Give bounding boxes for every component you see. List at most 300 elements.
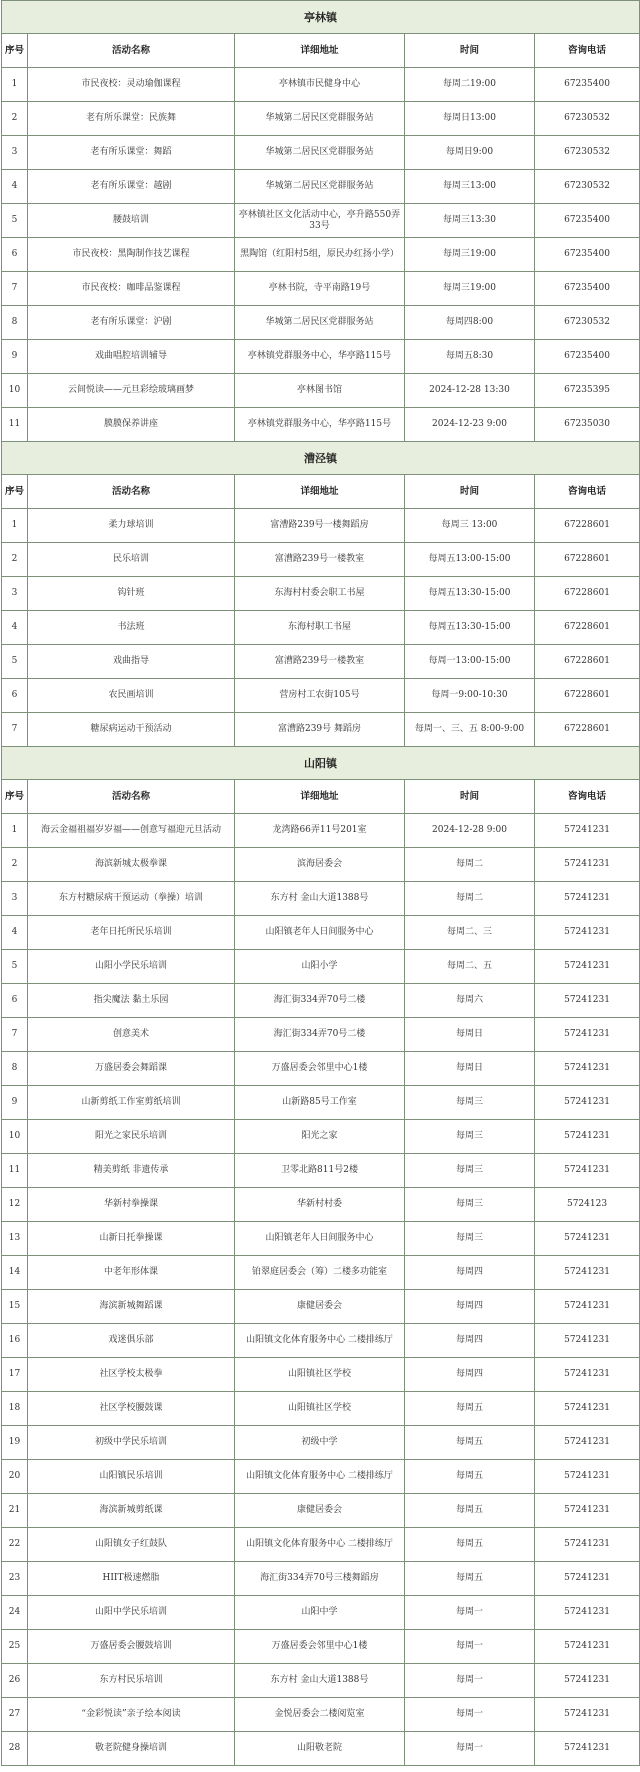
cell-no: 6 [2,238,28,272]
cell-no: 4 [2,916,28,950]
cell-time: 每周三19:00 [405,238,535,272]
cell-address: 卫零北路811号2楼 [235,1154,405,1188]
cell-activity-name: 膜膜保养讲座 [28,408,235,442]
cell-no: 5 [2,950,28,984]
cell-activity-name: 社区学校太极拳 [28,1358,235,1392]
header-phone: 咨询电话 [535,34,640,68]
cell-time: 每周五13:00-15:00 [405,543,535,577]
cell-address: 山阳镇文化体育服务中心 二楼排练厅 [235,1528,405,1562]
cell-activity-name: 戏曲指导 [28,645,235,679]
cell-activity-name: 华新村拳操课 [28,1188,235,1222]
cell-time: 每周三 [405,1120,535,1154]
section-title: 漕泾镇 [2,442,640,475]
cell-address: 华城第二居民区党群服务站 [235,170,405,204]
table-row [2,1460,640,1494]
cell-time: 2024-12-28 13:30 [405,374,535,408]
cell-activity-name: 腰鼓培训 [28,204,235,238]
cell-no: 15 [2,1290,28,1324]
cell-time: 每周五 [405,1494,535,1528]
cell-activity-name: 海滨新城剪纸课 [28,1494,235,1528]
cell-activity-name: 钩针班 [28,577,235,611]
cell-address: 营房村工农街105号 [235,679,405,713]
cell-activity-name: 云间悦读——元旦彩绘玻璃画梦 [28,374,235,408]
cell-no: 4 [2,611,28,645]
cell-phone: 57241231 [535,814,640,848]
cell-no: 11 [2,408,28,442]
cell-phone: 67235395 [535,374,640,408]
cell-address: 山阳镇社区学校 [235,1358,405,1392]
cell-activity-name: 东方村民乐培训 [28,1664,235,1698]
cell-no: 10 [2,1120,28,1154]
cell-address: 山新路85号工作室 [235,1086,405,1120]
cell-address: 亭林镇社区文化活动中心，亭升路550弄33号 [235,204,405,238]
cell-no: 27 [2,1698,28,1732]
cell-no: 25 [2,1630,28,1664]
cell-address: 亭林镇党群服务中心，华亭路115号 [235,408,405,442]
cell-activity-name: 海滨新城舞蹈课 [28,1290,235,1324]
cell-phone: 57241231 [535,1562,640,1596]
cell-no: 4 [2,170,28,204]
header-activity-name: 活动名称 [28,475,235,509]
table-row [2,374,640,408]
cell-phone: 67228601 [535,611,640,645]
cell-time: 每周五 [405,1562,535,1596]
table-row [2,1188,640,1222]
cell-no: 3 [2,882,28,916]
cell-no: 9 [2,1086,28,1120]
table-row [2,645,640,679]
cell-phone: 57241231 [535,1154,640,1188]
section-title-row [2,442,640,475]
cell-address: 东方村 金山大道1388号 [235,882,405,916]
cell-address: 东海村职工书屋 [235,611,405,645]
cell-no: 6 [2,679,28,713]
cell-address: 康健居委会 [235,1494,405,1528]
cell-phone: 67228601 [535,509,640,543]
cell-time: 每周一、三、五 8:00-9:00 [405,713,535,747]
cell-address: 富漕路239号 舞蹈房 [235,713,405,747]
header-address: 详细地址 [235,780,405,814]
header-address: 详细地址 [235,34,405,68]
header-no: 序号 [2,34,28,68]
table-row [2,1528,640,1562]
cell-address: 富漕路239号一楼舞蹈房 [235,509,405,543]
header-time: 时间 [405,475,535,509]
cell-no: 19 [2,1426,28,1460]
cell-time: 每周三 [405,1188,535,1222]
table-row [2,68,640,102]
table-row [2,102,640,136]
cell-time: 每周四 [405,1324,535,1358]
cell-no: 17 [2,1358,28,1392]
header-row [2,475,640,509]
cell-activity-name: HIIT极速燃脂 [28,1562,235,1596]
cell-no: 13 [2,1222,28,1256]
cell-address: 金悦居委会二楼阅览室 [235,1698,405,1732]
cell-no: 28 [2,1732,28,1766]
cell-address: 海汇街334弄70号二楼 [235,984,405,1018]
table-row [2,340,640,374]
cell-activity-name: 老有所乐课堂：民族舞 [28,102,235,136]
header-phone: 咨询电话 [535,475,640,509]
table-row [2,950,640,984]
table-row [2,543,640,577]
cell-phone: 57241231 [535,1732,640,1766]
cell-address: 山阳中学 [235,1596,405,1630]
header-time: 时间 [405,34,535,68]
cell-no: 1 [2,814,28,848]
table-row [2,814,640,848]
cell-phone: 57241231 [535,1052,640,1086]
cell-time: 每周四8:00 [405,306,535,340]
cell-no: 24 [2,1596,28,1630]
cell-no: 6 [2,984,28,1018]
cell-time: 2024-12-28 9:00 [405,814,535,848]
cell-phone: 67230532 [535,136,640,170]
cell-time: 每周五 [405,1426,535,1460]
cell-activity-name: 指尖魔法 黏土乐园 [28,984,235,1018]
cell-no: 7 [2,713,28,747]
table-row [2,1732,640,1766]
cell-activity-name: 山阳镇女子红鼓队 [28,1528,235,1562]
cell-phone: 57241231 [535,882,640,916]
cell-activity-name: 柔力球培训 [28,509,235,543]
cell-phone: 57241231 [535,1426,640,1460]
cell-phone: 67235400 [535,238,640,272]
cell-no: 22 [2,1528,28,1562]
cell-activity-name: 创意美术 [28,1018,235,1052]
cell-time: 每周三 13:00 [405,509,535,543]
cell-address: 康健居委会 [235,1290,405,1324]
cell-phone: 67228601 [535,645,640,679]
cell-time: 每周一13:00-15:00 [405,645,535,679]
activity-schedule [1,0,639,1766]
cell-time: 每周日13:00 [405,102,535,136]
cell-phone: 67230532 [535,102,640,136]
cell-time: 每周三 [405,1086,535,1120]
cell-time: 2024-12-23 9:00 [405,408,535,442]
table-row [2,1562,640,1596]
cell-no: 16 [2,1324,28,1358]
header-row [2,34,640,68]
cell-phone: 57241231 [535,1324,640,1358]
cell-phone: 57241231 [535,950,640,984]
cell-address: 海汇街334弄70号三楼舞蹈房 [235,1562,405,1596]
cell-no: 9 [2,340,28,374]
cell-time: 每周一 [405,1698,535,1732]
cell-time: 每周三13:00 [405,170,535,204]
cell-no: 1 [2,509,28,543]
cell-activity-name: 山新日托拳操课 [28,1222,235,1256]
cell-phone: 57241231 [535,984,640,1018]
header-address: 详细地址 [235,475,405,509]
table-row [2,509,640,543]
cell-phone: 57241231 [535,1494,640,1528]
table-row [2,1698,640,1732]
cell-time: 每周二、五 [405,950,535,984]
cell-address: 滨海居委会 [235,848,405,882]
cell-phone: 67235400 [535,68,640,102]
cell-activity-name: 戏迷俱乐部 [28,1324,235,1358]
table-row [2,1358,640,1392]
table-row [2,1120,640,1154]
cell-address: 龙湾路66弄11号201室 [235,814,405,848]
cell-time: 每周一 [405,1664,535,1698]
cell-phone: 5724123 [535,1188,640,1222]
cell-phone: 57241231 [535,1392,640,1426]
table-row [2,1154,640,1188]
cell-time: 每周五 [405,1460,535,1494]
cell-phone: 57241231 [535,1528,640,1562]
table-row [2,1256,640,1290]
table-row [2,679,640,713]
cell-time: 每周二 [405,848,535,882]
cell-no: 3 [2,136,28,170]
cell-address: 亭林书院，寺平南路19号 [235,272,405,306]
table-row [2,916,640,950]
cell-activity-name: 老年日托所民乐培训 [28,916,235,950]
table-row [2,1290,640,1324]
cell-phone: 57241231 [535,1256,640,1290]
cell-activity-name: 市民夜校：灵动瑜伽课程 [28,68,235,102]
header-activity-name: 活动名称 [28,780,235,814]
table-row [2,1018,640,1052]
section-title-row [2,747,640,780]
table-row [2,1596,640,1630]
cell-phone: 67228601 [535,543,640,577]
table-row [2,272,640,306]
cell-no: 18 [2,1392,28,1426]
cell-activity-name: 东方村糖尿病干预运动（拳操）培训 [28,882,235,916]
cell-no: 26 [2,1664,28,1698]
cell-time: 每周五13:30-15:00 [405,611,535,645]
cell-activity-name: 民乐培训 [28,543,235,577]
section-title: 亭林镇 [2,1,640,34]
cell-phone: 57241231 [535,1664,640,1698]
cell-activity-name: 老有所乐课堂：越剧 [28,170,235,204]
cell-time: 每周三13:30 [405,204,535,238]
cell-time: 每周五 [405,1528,535,1562]
cell-address: 东方村 金山大道1388号 [235,1664,405,1698]
cell-address: 初级中学 [235,1426,405,1460]
cell-time: 每周一 [405,1732,535,1766]
cell-time: 每周二19:00 [405,68,535,102]
cell-time: 每周四 [405,1358,535,1392]
cell-phone: 57241231 [535,1120,640,1154]
cell-address: 铂翠庭居委会（筹）二楼多功能室 [235,1256,405,1290]
cell-no: 2 [2,543,28,577]
cell-time: 每周五8:30 [405,340,535,374]
cell-phone: 67230532 [535,170,640,204]
table-row [2,1494,640,1528]
cell-time: 每周日 [405,1018,535,1052]
cell-activity-name: 老有所乐课堂：舞蹈 [28,136,235,170]
cell-activity-name: 社区学校腰鼓课 [28,1392,235,1426]
cell-address: 山阳镇社区学校 [235,1392,405,1426]
cell-address: 山阳镇老年人日间服务中心 [235,1222,405,1256]
section-title-row [2,1,640,34]
cell-address: 山阳敬老院 [235,1732,405,1766]
cell-address: 山阳小学 [235,950,405,984]
cell-address: 富漕路239号一楼教室 [235,543,405,577]
table-row [2,136,640,170]
cell-time: 每周四 [405,1256,535,1290]
cell-no: 7 [2,1018,28,1052]
table-row [2,170,640,204]
cell-no: 5 [2,645,28,679]
cell-phone: 67235400 [535,204,640,238]
cell-address: 山阳镇文化体育服务中心 二楼排练厅 [235,1324,405,1358]
cell-no: 11 [2,1154,28,1188]
cell-activity-name: 海滨新城太极拳课 [28,848,235,882]
table-row [2,1324,640,1358]
cell-time: 每周日9:00 [405,136,535,170]
cell-phone: 67228601 [535,577,640,611]
cell-phone: 67235030 [535,408,640,442]
cell-no: 8 [2,306,28,340]
cell-activity-name: 山新剪纸工作室剪纸培训 [28,1086,235,1120]
table-row [2,882,640,916]
cell-activity-name: 戏曲唱腔培训辅导 [28,340,235,374]
cell-time: 每周日 [405,1052,535,1086]
header-no: 序号 [2,780,28,814]
cell-activity-name: 老有所乐课堂：沪剧 [28,306,235,340]
cell-no: 14 [2,1256,28,1290]
cell-address: 华城第二居民区党群服务站 [235,102,405,136]
cell-time: 每周三 [405,1154,535,1188]
table-row [2,1426,640,1460]
cell-activity-name: 阳光之家民乐培训 [28,1120,235,1154]
cell-time: 每周一 [405,1630,535,1664]
cell-no: 3 [2,577,28,611]
cell-time: 每周二 [405,882,535,916]
header-row [2,780,640,814]
table-row [2,238,640,272]
table-row [2,306,640,340]
cell-no: 1 [2,68,28,102]
cell-activity-name: 山阳镇民乐培训 [28,1460,235,1494]
header-time: 时间 [405,780,535,814]
table-row [2,1392,640,1426]
cell-address: 亭林图书馆 [235,374,405,408]
cell-no: 2 [2,848,28,882]
cell-time: 每周六 [405,984,535,1018]
cell-time: 每周五13:30-15:00 [405,577,535,611]
cell-phone: 57241231 [535,1290,640,1324]
cell-time: 每周一 [405,1596,535,1630]
cell-address: 山阳镇老年人日间服务中心 [235,916,405,950]
table-row [2,984,640,1018]
cell-address: 富漕路239号一楼教室 [235,645,405,679]
activity-table [1,0,640,1766]
cell-phone: 57241231 [535,916,640,950]
cell-time: 每周三19:00 [405,272,535,306]
table-row [2,1086,640,1120]
cell-activity-name: 初级中学民乐培训 [28,1426,235,1460]
cell-phone: 57241231 [535,1086,640,1120]
cell-no: 5 [2,204,28,238]
cell-activity-name: 海云金福祖福岁岁福——创意写福迎元旦活动 [28,814,235,848]
cell-time: 每周四 [405,1290,535,1324]
cell-address: 华新村村委 [235,1188,405,1222]
cell-activity-name: 山阳中学民乐培训 [28,1596,235,1630]
cell-activity-name: 山阳小学民乐培训 [28,950,235,984]
table-row [2,1630,640,1664]
cell-time: 每周二、三 [405,916,535,950]
table-row [2,1664,640,1698]
cell-address: 阳光之家 [235,1120,405,1154]
header-activity-name: 活动名称 [28,34,235,68]
section-title: 山阳镇 [2,747,640,780]
cell-no: 7 [2,272,28,306]
table-row [2,848,640,882]
cell-no: 23 [2,1562,28,1596]
cell-activity-name: 书法班 [28,611,235,645]
cell-activity-name: 万盛居委会舞蹈课 [28,1052,235,1086]
cell-activity-name: 市民夜校：咖啡品鉴课程 [28,272,235,306]
table-row [2,204,640,238]
table-row [2,611,640,645]
cell-phone: 67228601 [535,713,640,747]
cell-no: 21 [2,1494,28,1528]
cell-address: 华城第二居民区党群服务站 [235,306,405,340]
cell-address: 山阳镇文化体育服务中心 二楼排练厅 [235,1460,405,1494]
table-row [2,713,640,747]
cell-no: 20 [2,1460,28,1494]
cell-no: 8 [2,1052,28,1086]
cell-address: 海汇街334弄70号二楼 [235,1018,405,1052]
cell-phone: 57241231 [535,1018,640,1052]
table-row [2,1052,640,1086]
cell-activity-name: 农民画培训 [28,679,235,713]
cell-phone: 57241231 [535,1596,640,1630]
cell-activity-name: 敬老院健身操培训 [28,1732,235,1766]
cell-phone: 57241231 [535,1460,640,1494]
cell-phone: 67235400 [535,340,640,374]
cell-address: 黑陶馆（红阳村5组，原民办红扬小学） [235,238,405,272]
cell-phone: 57241231 [535,1630,640,1664]
cell-address: 亭林镇市民健身中心 [235,68,405,102]
cell-phone: 67230532 [535,306,640,340]
cell-address: 亭林镇党群服务中心，华亭路115号 [235,340,405,374]
cell-address: 万盛居委会邻里中心1楼 [235,1630,405,1664]
cell-address: 华城第二居民区党群服务站 [235,136,405,170]
header-no: 序号 [2,475,28,509]
cell-phone: 57241231 [535,1222,640,1256]
cell-activity-name: 糖尿病运动干预活动 [28,713,235,747]
table-row [2,577,640,611]
cell-phone: 67228601 [535,679,640,713]
cell-phone: 57241231 [535,848,640,882]
cell-activity-name: “金彩悦读”亲子绘本阅读 [28,1698,235,1732]
cell-activity-name: 精美剪纸 非遗传承 [28,1154,235,1188]
cell-phone: 57241231 [535,1358,640,1392]
cell-activity-name: 中老年形体课 [28,1256,235,1290]
cell-time: 每周三 [405,1222,535,1256]
cell-time: 每周一9:00-10:30 [405,679,535,713]
cell-no: 10 [2,374,28,408]
cell-phone: 67235400 [535,272,640,306]
cell-time: 每周五 [405,1392,535,1426]
cell-activity-name: 万盛居委会腰鼓培训 [28,1630,235,1664]
cell-phone: 57241231 [535,1698,640,1732]
cell-activity-name: 市民夜校：黑陶制作技艺课程 [28,238,235,272]
table-row [2,1222,640,1256]
cell-address: 东海村村委会职工书屋 [235,577,405,611]
header-phone: 咨询电话 [535,780,640,814]
cell-no: 12 [2,1188,28,1222]
cell-address: 万盛居委会邻里中心1楼 [235,1052,405,1086]
